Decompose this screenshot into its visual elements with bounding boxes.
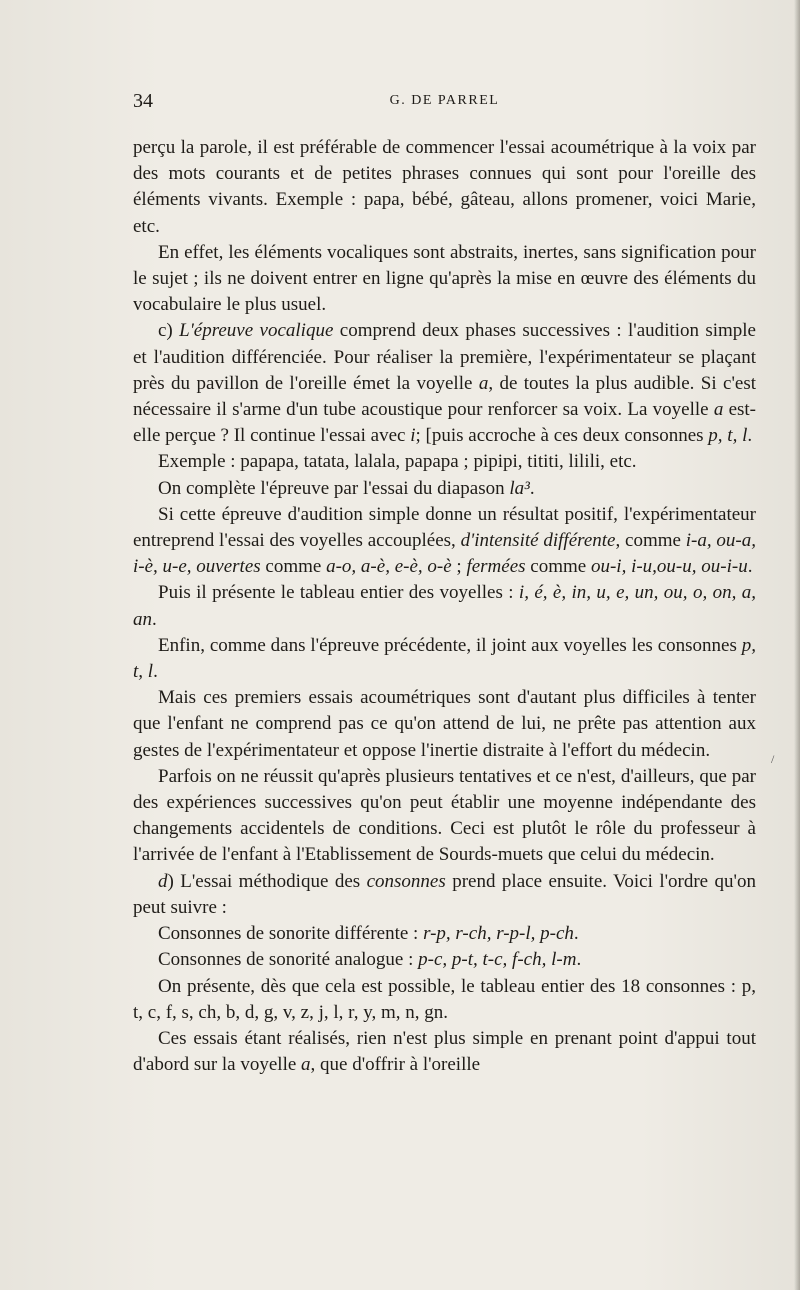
paragraph-10: Parfois on ne réussit qu'après plusieurs tentatives et ce n'est, d'ailleurs, que par des expériences successives qu'on peut établir une moyenne indépendante des changements accidentels de conditions. Ceci est plutôt le rôle du professeur à l'arrivée de l'enfant à l'Etablissement de Sourds-muets que celui du médecin. <box>133 765 756 866</box>
page-edge-shadow <box>794 0 800 1290</box>
page-number: 34 <box>133 90 153 112</box>
page-header <box>133 90 756 114</box>
paragraph-2: En effet, les éléments vocaliques sont abstraits, inertes, sans signification pour le sujet ; ils ne doivent entrer en ligne qu'après la mise en œuvre des éléments du vocabulaire le plus usuel. <box>133 241 756 316</box>
paragraph-9: Mais ces premiers essais acoumétriques sont d'autant plus difficiles à tenter que l'enfant ne comprend pas ce qu'on attend de lui, ne prête pas attention aux gestes de l'expérimentateur et oppose l'inertie distraite à l'effort du médecin. <box>133 687 756 761</box>
paragraph-4: Exemple : papapa, tatata, lalala, papapa ; pipipi, tititi, lilili, etc. <box>158 451 637 473</box>
paragraph-5: On complète l'épreuve par l'essai du diapason la³. <box>158 477 535 499</box>
paragraph-3: c) L'épreuve vocalique comprend deux phases successives : l'audition simple et l'audition différenciée. Pour réaliser la première, l'expérimentateur se plaçant près du pavillon de l'oreille émet la voyelle a, de toutes la plus audible. Si c'est nécessaire il s'arme d'un tube acoustique pour renforcer sa voix. La voyelle a est-elle perçue ? Il continue l'essai avec i; [puis accroche à ces deux consonnes p, t, l. <box>133 320 757 447</box>
margin-mark: / <box>771 752 775 766</box>
running-title: G. DE PARREL <box>389 93 500 108</box>
paragraph-14: On présente, dès que cela est possible, le tableau entier des 18 consonnes : p, t, c, f, s, ch, b, d, g, v, z, j, l, r, y, m, n, gn. <box>133 975 756 1023</box>
paragraph-7: Puis il présente le tableau entier des voyelles : i, é, è, in, u, e, un, ou, o, on, a, an. <box>133 582 757 630</box>
paragraph-1: perçu la parole, il est préférable de commencer l'essai acoumétrique à la voix par des mots courants et de petites phrases connues qui sont pour l'oreille des éléments vivants. Exemple : papa, bébé, gâteau, allons promener, voici Marie, etc. <box>133 137 756 237</box>
body-text <box>133 135 756 1078</box>
paragraph-6: Si cette épreuve d'audition simple donne un résultat positif, l'expérimentateur entreprend l'essai des voyelles accouplées, d'intensité différente, comme i-a, ou-a, i-è, u-e, ouvertes comme a-o, a-è, e-è, o-è ; fermées comme ou-i, i-u,ou-u, ou-i-u. <box>133 503 757 578</box>
paragraph-11: d) L'essai méthodique des consonnes prend place ensuite. Voici l'ordre qu'on peut suivre : <box>133 870 756 918</box>
paragraph-13: Consonnes de sonorité analogue : p-c, p-t, t-c, f-ch, l-m. <box>158 949 582 971</box>
paragraph-15: Ces essais étant réalisés, rien n'est plus simple en prenant point d'appui tout d'abord sur la voyelle a, que d'offrir à l'oreille <box>133 1027 756 1076</box>
paragraph-12: Consonnes de sonorite différente : r-p, r-ch, r-p-l, p-ch. <box>158 923 579 945</box>
paragraph-8: Enfin, comme dans l'épreuve précédente, il joint aux voyelles les consonnes p, t, l. <box>133 634 756 683</box>
